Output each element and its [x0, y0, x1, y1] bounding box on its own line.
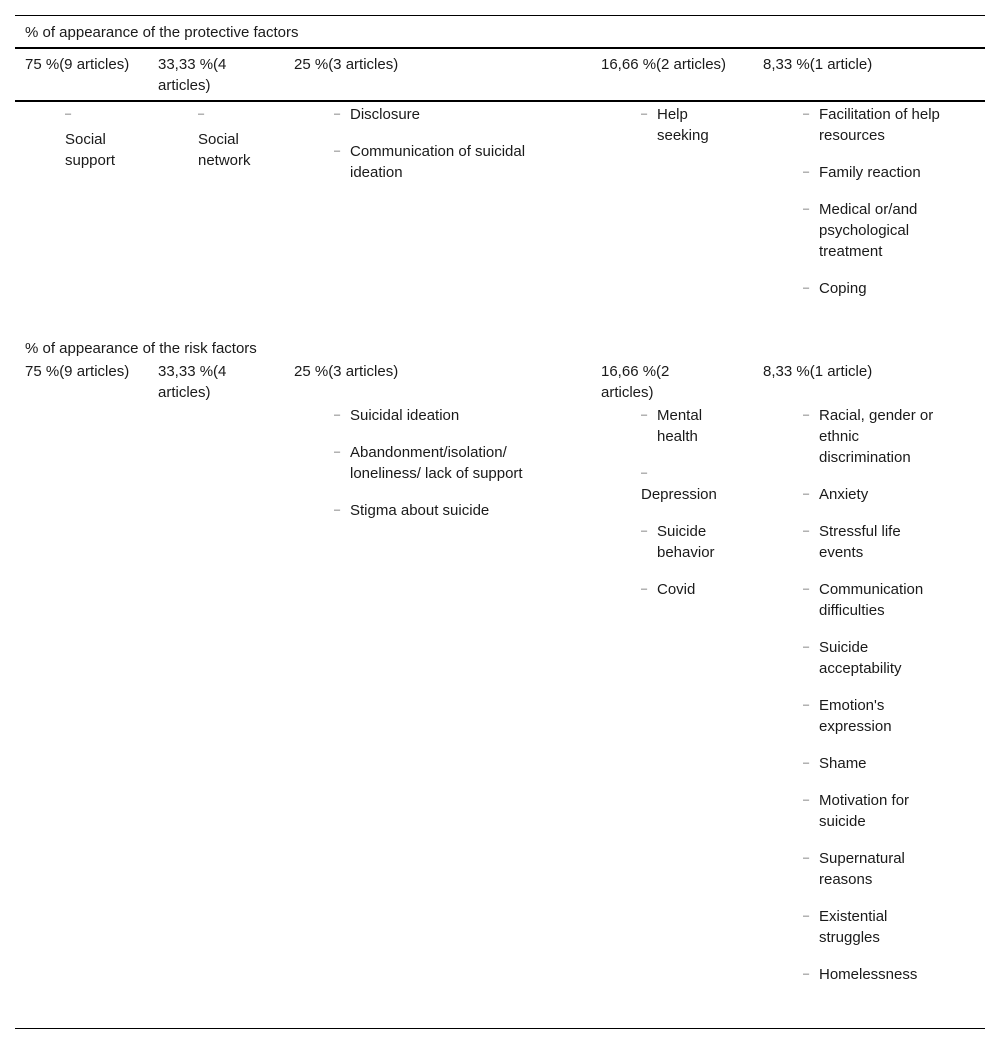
list-item: – Suicidal ideation: [334, 407, 460, 424]
protective-item-social-network: Social network: [198, 131, 251, 169]
risk-list-8: [803, 405, 973, 1001]
body-rule: [15, 100, 985, 102]
list-item: – Suicide acceptability: [803, 639, 902, 677]
list-item: – Covid: [641, 581, 696, 598]
list-item: – Shame: [803, 755, 867, 772]
protective-factors-title: % of appearance of the protective factors: [25, 24, 299, 41]
risk-list-16: [641, 405, 741, 616]
list-item: – Disclosure: [334, 106, 421, 123]
risk-header-25: 25 %(3 articles): [294, 363, 399, 380]
list-item: – Stressful life events: [803, 523, 901, 561]
list-item: – Suicide behavior: [641, 523, 715, 561]
protective-item-social-support: Social support: [65, 131, 116, 169]
protective-list-25: [334, 104, 564, 199]
list-item: – Help seeking: [641, 106, 709, 144]
list-item: – Family reaction: [803, 164, 921, 181]
list-item: – Facilitation of help resources: [803, 106, 940, 144]
header-rule: [15, 47, 985, 49]
list-item: – Anxiety: [803, 486, 869, 503]
list-item: – Communication difficulties: [803, 581, 924, 619]
list-item: – Coping: [803, 280, 867, 297]
risk-header-8: 8,33 %(1 article): [763, 363, 873, 380]
list-item: – Mental health: [641, 407, 703, 445]
list-item: – Existential struggles: [803, 908, 888, 946]
risk-header-75: 75 %(9 articles): [25, 363, 130, 380]
list-item: – Stigma about suicide: [334, 502, 490, 519]
dash-glyph: –: [198, 108, 205, 120]
list-item: – Medical or/and psychological treatment: [803, 201, 918, 260]
list-item: – Emotion's expression: [803, 697, 892, 735]
list-item: – Homelessness: [803, 966, 918, 983]
protective-header-75: 75 %(9 articles): [25, 56, 130, 73]
risk-list-25: [334, 405, 564, 537]
risk-header-33: 33,33 %(4 articles): [158, 363, 227, 401]
protective-header-8: 8,33 %(1 article): [763, 56, 873, 73]
protective-header-25: 25 %(3 articles): [294, 56, 399, 73]
protective-header-16: 16,66 %(2 articles): [601, 56, 727, 73]
risk-factors-title: % of appearance of the risk factors: [25, 340, 257, 357]
risk-header-16: 16,66 %(2 articles): [601, 363, 670, 401]
list-item: – Motivation for suicide: [803, 792, 910, 830]
protective-list-8: [803, 104, 973, 315]
list-item: – Communication of suicidal ideation: [334, 143, 526, 181]
protective-list-16: [641, 104, 731, 162]
table-bottom-rule: [15, 1028, 985, 1029]
dash-glyph: –: [65, 108, 72, 120]
list-item: – Abandonment/isolation/ loneliness/ lack of support: [334, 444, 523, 482]
protective-header-33: 33,33 %(4 articles): [158, 56, 227, 94]
list-item: – Supernatural reasons: [803, 850, 905, 888]
list-item: – Depression: [641, 467, 717, 503]
list-item: – Racial, gender or ethnic discrimination: [803, 407, 934, 466]
table-top-rule: [15, 15, 985, 16]
